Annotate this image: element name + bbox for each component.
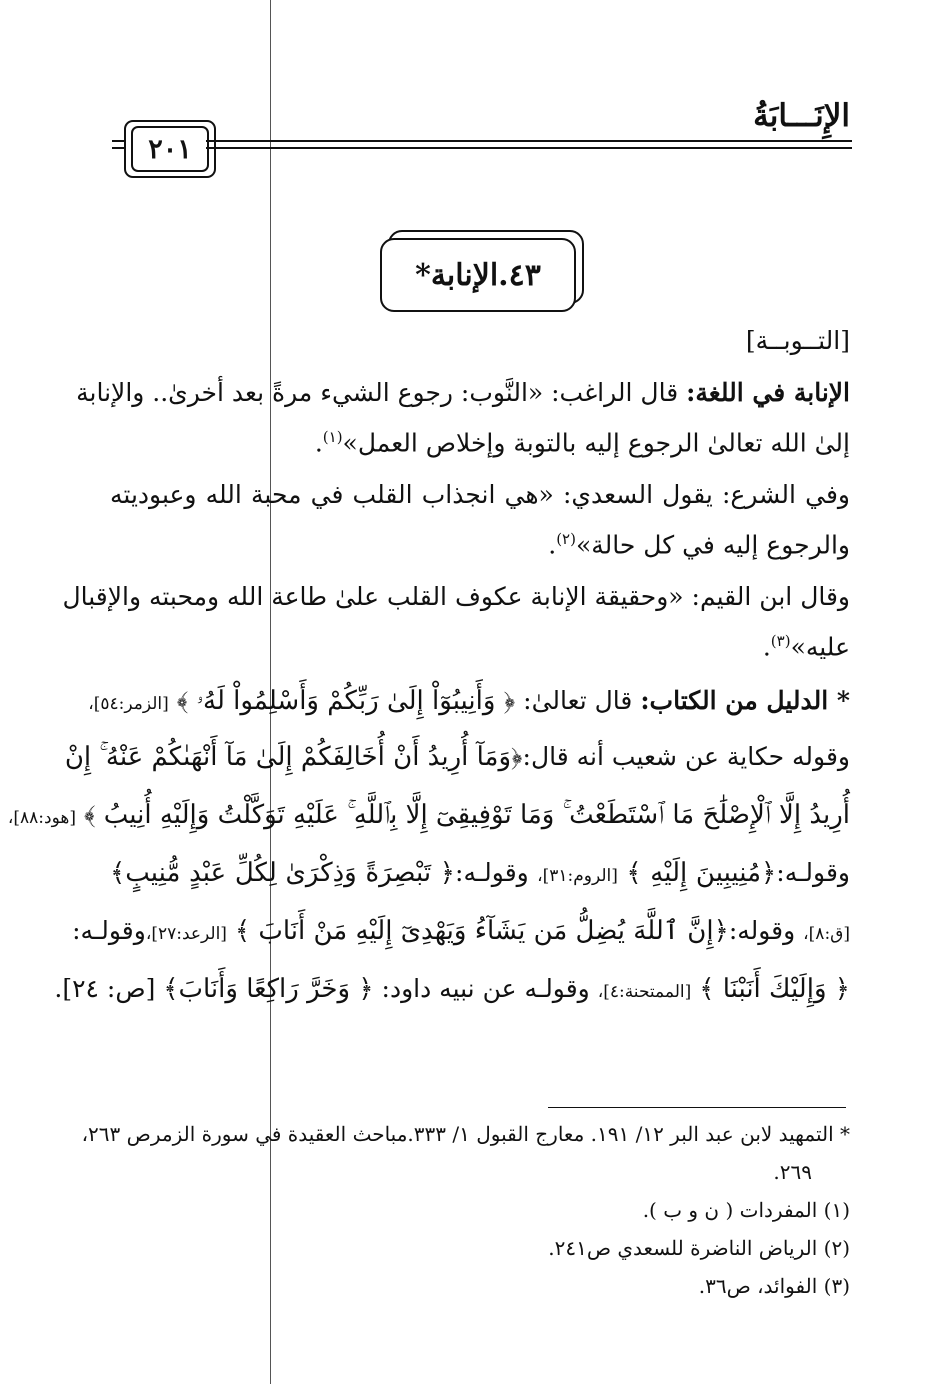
evidence-line1: [88, 686, 850, 717]
lexical-text-cont: إلىٰ الله تعالىٰ الرجوع إليه بالتوبة وإخلاص العمل»: [342, 428, 850, 458]
chapter-title: ٤٣.الإنابة*: [380, 238, 576, 312]
header-double-rule: [206, 140, 852, 149]
footnote-2: (٢) الرياض الناضرة للسعدي ص٢٤١.: [548, 1236, 850, 1260]
verse-rum: ﴿مُنِيبِينَ إِلَيْهِ ﴾: [626, 858, 777, 888]
paragraph-legal-line1: وفي الشرع: يقول السعدي: «هي انجذاب القلب في محبة الله وعبوديته: [110, 480, 850, 509]
verse-hud-part2: أُرِيدُ إِلَّا ٱلْإِصْلَٰحَ مَا ٱسْتَطَعْتُ ۚ وَمَا تَوْفِيقِىٓ إِلَّا بِٱللَّهِ ۚ عَلَيْهِ تَوَكَّلْتُ وَإِلَيْهِ أُنِيبُ ﴾: [83, 800, 850, 830]
and-his-saying-3: وقوله:: [728, 916, 796, 945]
verse-sad: ﴿ وَخَرَّ رَاكِعًا وَأَنَابَ﴾: [163, 974, 374, 1004]
ref-hud: [هود:٨٨]،: [7, 808, 76, 828]
dawud-intro: وقولـه عن نبيه داود:: [381, 974, 590, 1003]
shuayb-intro: وقوله حكاية عن شعيب أنه قال:: [522, 742, 850, 771]
evidence-line3: [7, 800, 850, 831]
footnote-ref-2: (٢): [556, 530, 576, 548]
ref-mumtahina: [الممتحنة:٤]،: [597, 982, 692, 1002]
paragraph-lexical-line1: [76, 378, 850, 408]
ref-qaf: [ق:٨]،: [803, 924, 850, 944]
footnote-3: (٣) الفوائد، ص٣٦.: [698, 1274, 850, 1298]
and-his-saying-4: وقولـه:: [72, 916, 146, 945]
ref-rad: [الرعد:٢٧]،: [145, 924, 227, 944]
and-his-saying-2: وقولـه:: [455, 858, 529, 887]
lexical-end: .: [314, 428, 323, 458]
footnote-ref-3: (٣): [770, 632, 791, 650]
ibn-qayyim-end: .: [762, 632, 771, 662]
verse-zumar: ﴿ وَأَنِيبُوٓاْ إِلَىٰ رَبِّكُمْ وَأَسْلِمُواْ لَهُۥ ﴾: [176, 686, 516, 716]
paragraph-ibn-qayyim-line1: وقال ابن القيم: «وحقيقة الإنابة عكوف القلب علىٰ طاعة الله ومحبته والإقبال: [62, 582, 850, 611]
evidence-line2: [64, 742, 850, 773]
evidence-line6: [54, 974, 850, 1005]
evidence-label: * الدليل من الكتاب:: [640, 686, 850, 715]
evidence-line4: [110, 858, 850, 889]
ibn-qayyim-text-cont: عليه»: [790, 632, 850, 662]
footnote-star-line2: ٢٦٩.: [773, 1160, 812, 1184]
footnote-star-line1: * التمهيد لابن عبد البر ١٢/ ١٩١. معارج القبول ١/ ٣٣٣.مباحث العقيدة في سورة الزمرص ٢٦٣،: [81, 1122, 850, 1146]
verse-qaf: ﴿ تَبْصِرَةً وَذِكْرَىٰ لِكُلِّ عَبْدٍ مُّنِيبٍ﴾: [110, 858, 456, 888]
footnote-ref-1: (١): [322, 428, 343, 446]
paragraph-lexical-line2: [315, 428, 850, 458]
page-number: ٢٠١: [131, 126, 209, 172]
ref-sad: [ص: ٢٤].: [54, 974, 156, 1003]
paragraph-ibn-qayyim-line2: [763, 632, 850, 662]
evidence-intro: قال تعالىٰ:: [523, 686, 633, 715]
lexical-text: قال الراغب: «النَّوب: رجوع الشيء مرةً بعد أخرىٰ.. والإنابة: [76, 378, 679, 407]
verse-mumtahina: ﴿ وَإِلَيْكَ أَنَبْنَا ﴾: [699, 974, 850, 1004]
legal-end: .: [548, 530, 557, 560]
lexical-label: الإنابة في اللغة:: [686, 378, 850, 407]
evidence-line5: [72, 916, 850, 947]
running-title: الإِنَـــابَةُ: [753, 98, 850, 134]
and-his-saying-1: وقولـه:: [776, 858, 850, 887]
legal-text-cont: والرجوع إليه في كل حالة»: [575, 530, 850, 560]
footnote-separator: [548, 1107, 846, 1108]
verse-hud-part1: ﴿وَمَآ أُرِيدُ أَنْ أُخَالِفَكُمْ إِلَىٰ مَآ أَنْهَىٰكُمْ عَنْهُ ۚ إِنْ: [64, 742, 523, 772]
paragraph-legal-line2: [548, 530, 850, 560]
verse-rad: ﴿إِنَّ ٱللَّهَ يُضِلُّ مَن يَشَآءُ وَيَهْدِىٓ إِلَيْهِ مَنْ أَنَابَ ﴾: [234, 916, 729, 946]
ref-zumar: [الزمر:٥٤]،: [88, 694, 169, 714]
synonym-heading: [التــوبــة]: [745, 326, 850, 355]
ref-rum: [الروم:٣١]،: [537, 866, 618, 886]
footnote-1: (١) المفردات ( ن و ب ).: [642, 1198, 850, 1222]
